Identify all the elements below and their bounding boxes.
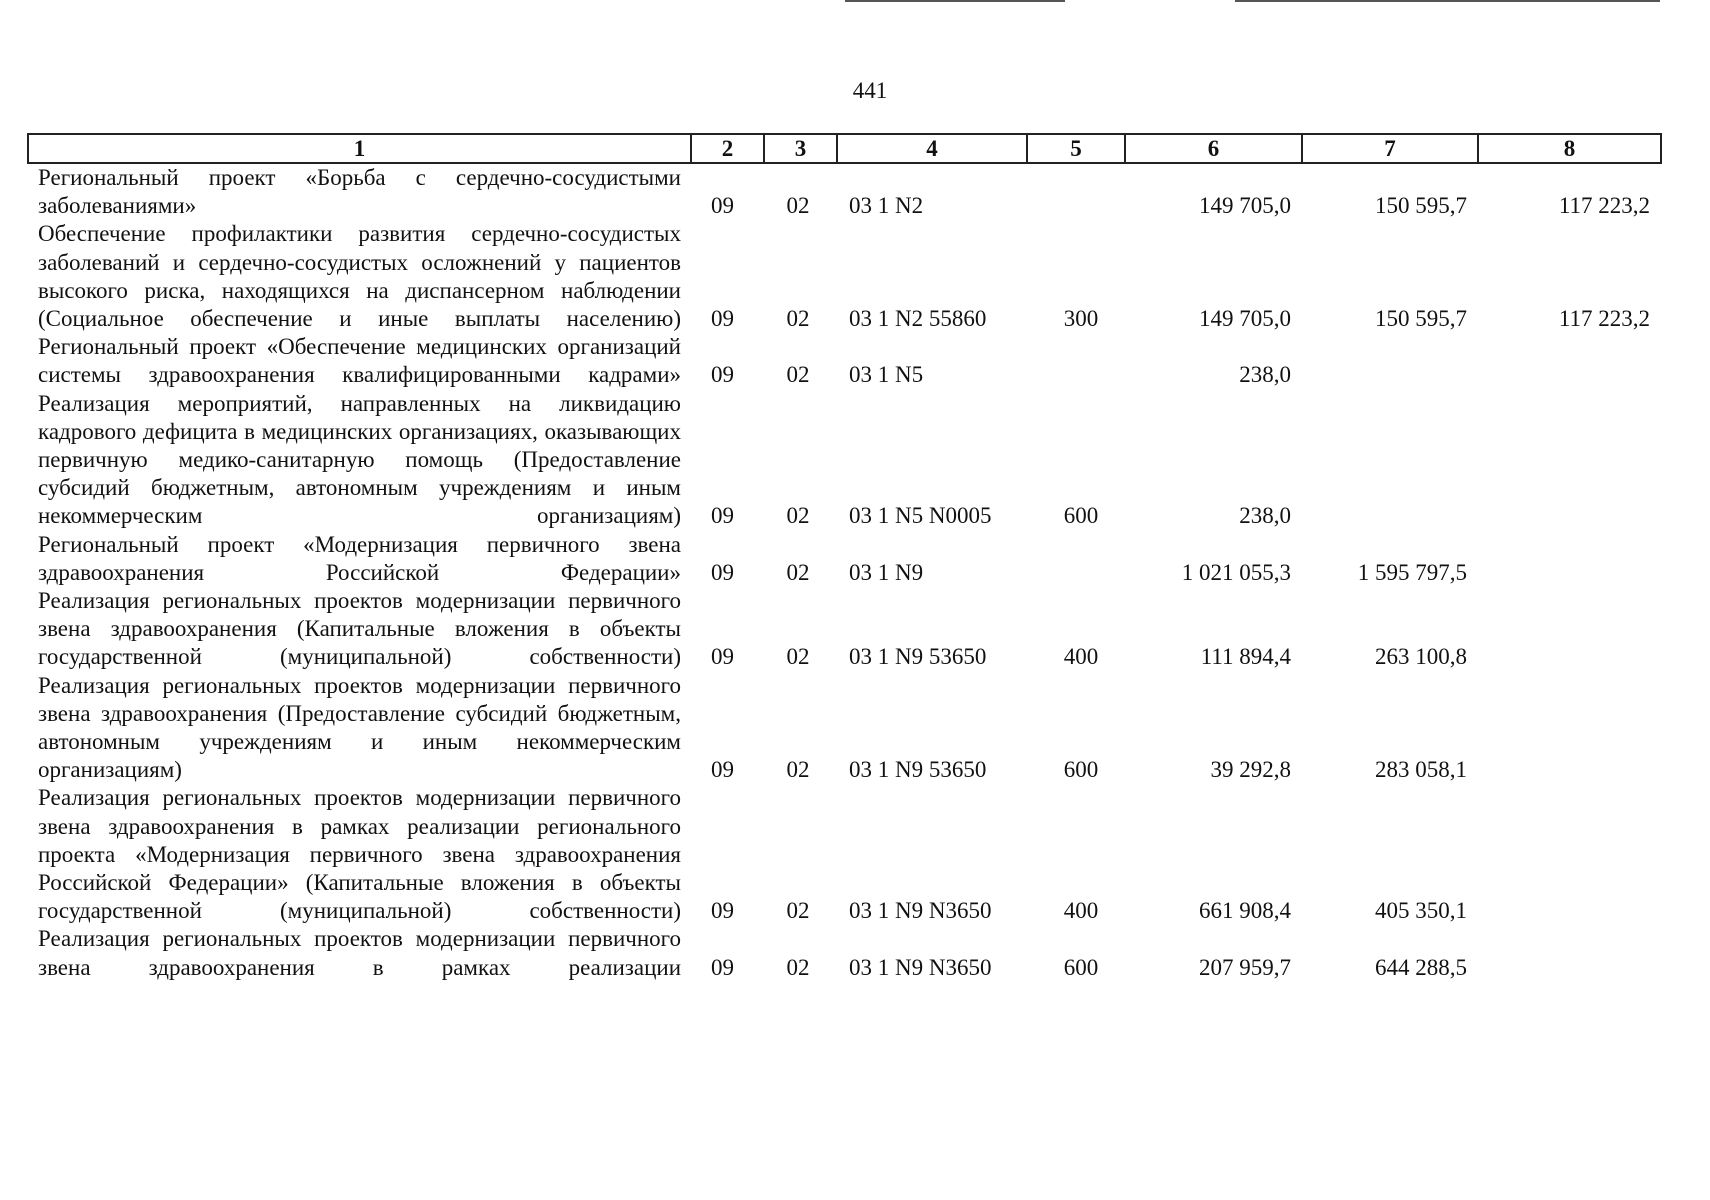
table-row bbox=[28, 220, 1661, 333]
column-header-7: 7 bbox=[1302, 134, 1478, 163]
expense-type-code bbox=[1027, 163, 1125, 220]
subsection-code: 02 bbox=[786, 757, 810, 783]
amount-col-7: 150 595,7 bbox=[1375, 306, 1467, 332]
amount-col-7: 283 058,1 bbox=[1375, 757, 1467, 783]
table-row bbox=[28, 784, 1661, 925]
table-row bbox=[28, 390, 1661, 531]
budget-table-container bbox=[27, 133, 1660, 982]
table-row bbox=[28, 925, 1661, 981]
page-number: 441 bbox=[852, 78, 888, 103]
row-description: Региональный проект «Обеспечение медицинских организаций системы здравоохранения квалифицированными кадрами» bbox=[38, 334, 681, 388]
target-article-code: 03 1 N9 53650 bbox=[849, 644, 987, 670]
table-row bbox=[28, 163, 1661, 220]
expense-type-code bbox=[1027, 333, 1125, 389]
amount-col-6: 661 908,4 bbox=[1199, 898, 1291, 924]
row-description: Реализация региональных проектов модернизации первичного звена здравоохранения в рамках реализации регионального проекта «Модернизация первичного звена здравоохранения Российской Федерации» (Капитальные вложения в объекты государственной (муниципальной) собственности) bbox=[38, 785, 681, 924]
row-description: Реализация региональных проектов модернизации первичного звена здравоохранения (Капитальные вложения в объекты государственной (муниципальной) собственности) bbox=[38, 588, 681, 670]
row-description: Реализация региональных проектов модернизации первичного звена здравоохранения (Предоставление субсидий бюджетным, автономным учреждениям и иным некоммерческим организациям) bbox=[38, 672, 681, 783]
amount-col-6: 149 705,0 bbox=[1199, 306, 1291, 332]
column-header-5: 5 bbox=[1027, 134, 1125, 163]
amount-col-7: 150 595,7 bbox=[1375, 193, 1467, 219]
table-header-row bbox=[28, 134, 1661, 163]
amount-col-8 bbox=[1478, 672, 1661, 785]
target-article-code: 03 1 N9 bbox=[849, 559, 924, 585]
amount-col-6: 39 292,8 bbox=[1210, 757, 1291, 783]
expense-type-code: 600 bbox=[1063, 954, 1099, 980]
scan-edge-line-right bbox=[1235, 0, 1660, 2]
section-code: 09 bbox=[711, 306, 734, 332]
row-description: Реализация мероприятий, направленных на ликвидацию кадрового дефицита в медицинских организациях, оказывающих первичную медико-санитарную помощь (Предоставление субсидий бюджетным, автономным учреждениям и иным некоммерческим организациям) bbox=[38, 390, 681, 529]
amount-col-8 bbox=[1478, 925, 1661, 981]
amount-col-7: 644 288,5 bbox=[1375, 954, 1467, 980]
row-description: Региональный проект «Модернизация первичного звена здравоохранения Российской Федерации» bbox=[38, 531, 681, 585]
expense-type-code: 600 bbox=[1063, 757, 1099, 783]
target-article-code: 03 1 N2 55860 bbox=[849, 306, 987, 332]
column-header-2: 2 bbox=[691, 134, 764, 163]
amount-col-6: 238,0 bbox=[1239, 362, 1291, 388]
table-row bbox=[28, 587, 1661, 672]
row-description: Реализация региональных проектов модернизации первичного звена здравоохранения в рамках реализации bbox=[38, 926, 681, 980]
expense-type-code bbox=[1027, 531, 1125, 587]
section-code: 09 bbox=[711, 559, 734, 585]
amount-col-7: 1 595 797,5 bbox=[1357, 559, 1467, 585]
subsection-code: 02 bbox=[786, 954, 810, 980]
section-code: 09 bbox=[711, 193, 734, 219]
section-code: 09 bbox=[711, 954, 734, 980]
table-row bbox=[28, 672, 1661, 785]
amount-col-7: 405 350,1 bbox=[1375, 898, 1467, 924]
amount-col-8: 117 223,2 bbox=[1558, 193, 1650, 219]
row-description: Обеспечение профилактики развития сердечно-сосудистых заболеваний и сердечно-сосудистых осложнений у пациентов высокого риска, находящихся на диспансерном наблюдении (Социальное обеспечение и иные выплаты населению) bbox=[38, 221, 681, 332]
section-code: 09 bbox=[711, 898, 734, 924]
amount-col-7: 263 100,8 bbox=[1375, 644, 1467, 670]
amount-col-8 bbox=[1478, 333, 1661, 389]
amount-col-6: 111 894,4 bbox=[1200, 644, 1291, 670]
amount-col-8 bbox=[1478, 390, 1661, 531]
subsection-code: 02 bbox=[786, 362, 810, 388]
expense-type-code: 600 bbox=[1063, 503, 1099, 529]
column-header-8: 8 bbox=[1478, 134, 1661, 163]
target-article-code: 03 1 N9 N3650 bbox=[849, 954, 992, 980]
amount-col-8 bbox=[1478, 784, 1661, 925]
section-code: 09 bbox=[711, 757, 734, 783]
subsection-code: 02 bbox=[786, 898, 810, 924]
table-row bbox=[28, 531, 1661, 587]
target-article-code: 03 1 N5 N0005 bbox=[849, 503, 992, 529]
amount-col-8: 117 223,2 bbox=[1558, 306, 1650, 332]
section-code: 09 bbox=[711, 503, 734, 529]
amount-col-6: 1 021 055,3 bbox=[1181, 559, 1291, 585]
target-article-code: 03 1 N5 bbox=[849, 362, 924, 388]
subsection-code: 02 bbox=[786, 559, 810, 585]
column-header-6: 6 bbox=[1125, 134, 1302, 163]
column-header-3: 3 bbox=[764, 134, 837, 163]
amount-col-8 bbox=[1478, 531, 1661, 587]
target-article-code: 03 1 N9 N3650 bbox=[849, 898, 992, 924]
amount-col-8 bbox=[1478, 587, 1661, 672]
expense-type-code: 400 bbox=[1063, 898, 1099, 924]
amount-col-7 bbox=[1302, 333, 1478, 389]
subsection-code: 02 bbox=[786, 193, 810, 219]
subsection-code: 02 bbox=[786, 306, 810, 332]
expense-type-code: 300 bbox=[1063, 306, 1099, 332]
row-description: Региональный проект «Борьба с сердечно-сосудистыми заболеваниями» bbox=[38, 165, 681, 219]
expense-type-code: 400 bbox=[1063, 644, 1099, 670]
target-article-code: 03 1 N9 53650 bbox=[849, 757, 987, 783]
subsection-code: 02 bbox=[786, 503, 810, 529]
scan-edge-line-left bbox=[845, 0, 1065, 2]
budget-table bbox=[27, 133, 1662, 982]
section-code: 09 bbox=[711, 644, 734, 670]
amount-col-7 bbox=[1302, 390, 1478, 531]
amount-col-6: 207 959,7 bbox=[1199, 954, 1291, 980]
amount-col-6: 238,0 bbox=[1239, 503, 1291, 529]
section-code: 09 bbox=[711, 362, 734, 388]
table-row bbox=[28, 333, 1661, 389]
subsection-code: 02 bbox=[786, 644, 810, 670]
target-article-code: 03 1 N2 bbox=[849, 193, 924, 219]
amount-col-6: 149 705,0 bbox=[1199, 193, 1291, 219]
column-header-4: 4 bbox=[837, 134, 1027, 163]
column-header-1: 1 bbox=[28, 134, 691, 163]
